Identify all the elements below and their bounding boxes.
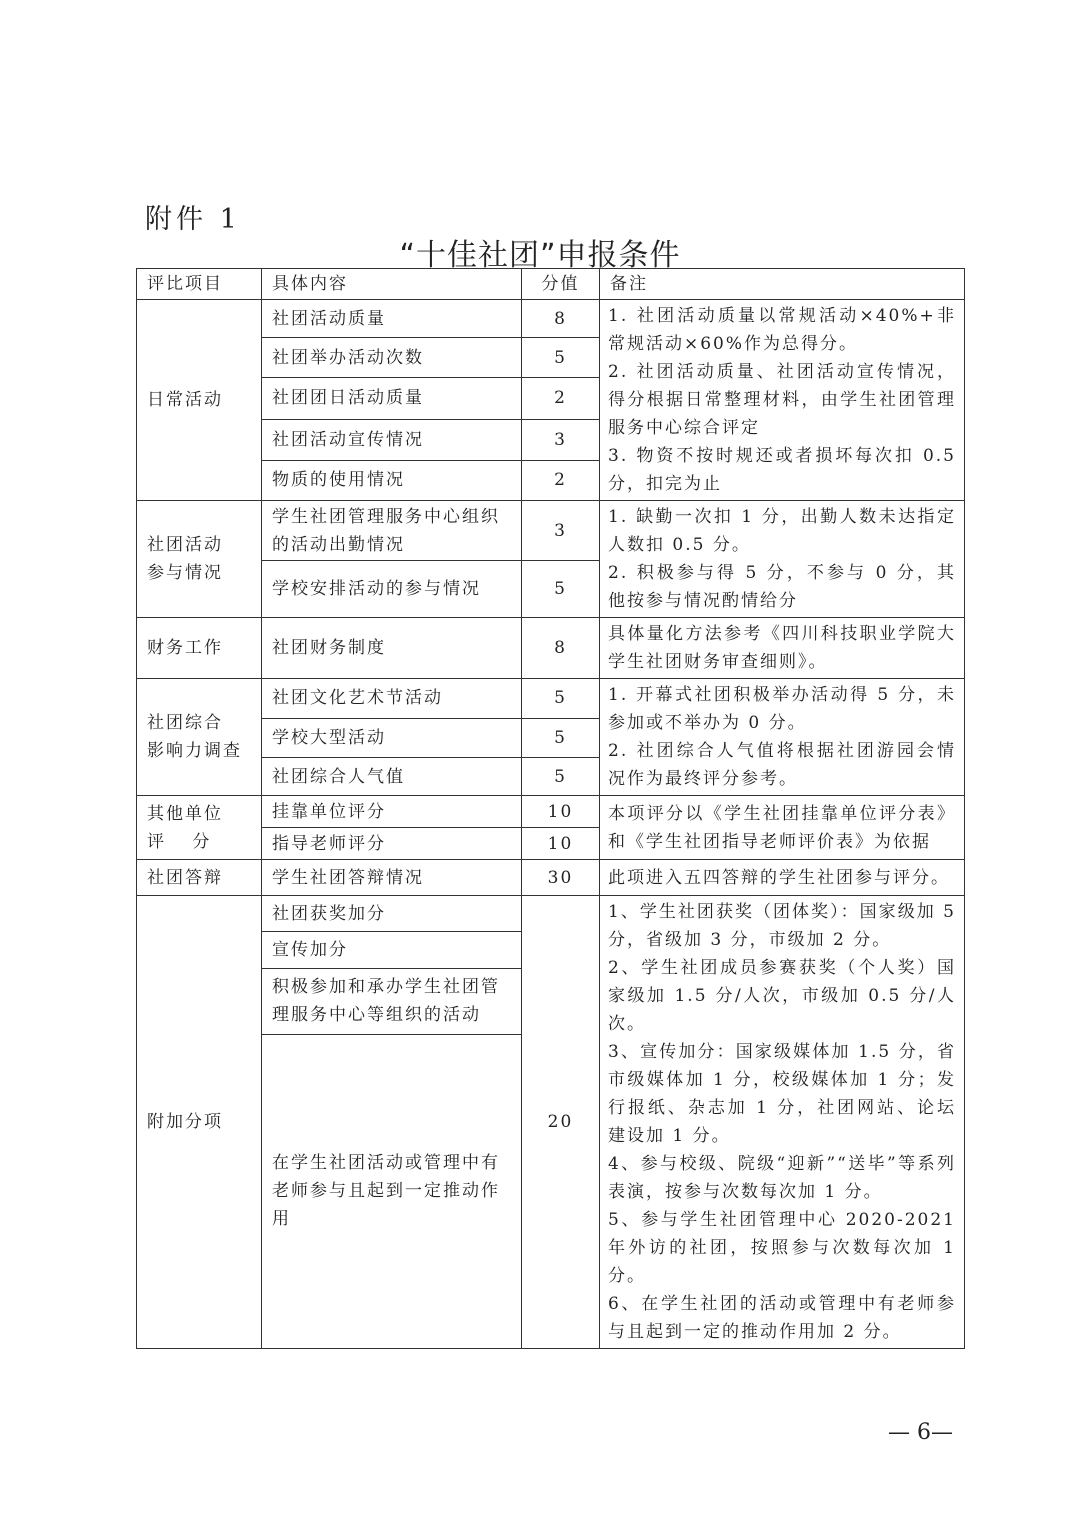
score-cell: 5 xyxy=(522,338,600,378)
content-cell: 学校大型活动 xyxy=(262,718,522,758)
score-cell: 3 xyxy=(522,501,600,561)
score-cell: 5 xyxy=(522,561,600,618)
content-cell: 指导老师评分 xyxy=(262,828,522,860)
category-cell: 日常活动 xyxy=(137,300,262,501)
content-cell: 社团财务制度 xyxy=(262,618,522,679)
score-cell: 5 xyxy=(522,718,600,758)
content-cell: 社团举办活动次数 xyxy=(262,338,522,378)
score-cell: 3 xyxy=(522,419,600,460)
notes-cell xyxy=(600,896,965,1349)
table-row xyxy=(137,300,965,338)
category-line: 参与情况 xyxy=(147,563,223,583)
note-line: 3. 物资不按时规还或者损坏每次扣 0.5 分，扣完为止 xyxy=(608,446,956,494)
category-line: 影响力调查 xyxy=(147,741,242,761)
score-cell: 2 xyxy=(522,378,600,419)
notes-cell xyxy=(600,860,965,896)
attachment-label: 附件 1 xyxy=(145,204,241,235)
note-line: 2. 积极参与得 5 分，不参与 0 分，其他按参与情况酌情给分 xyxy=(608,563,956,611)
table-row xyxy=(137,679,965,719)
category-line: 社团综合 xyxy=(147,713,223,733)
header-cell-content: 具体内容 xyxy=(262,269,522,300)
header-cell-score: 分值 xyxy=(522,269,600,300)
category-cell: 财务工作 xyxy=(137,618,262,679)
content-cell: 学生社团管理服务中心组织的活动出勤情况 xyxy=(262,501,522,561)
notes-cell xyxy=(600,796,965,860)
note-line: 2. 社团活动质量、社团活动宣传情况，得分根据日常整理材料，由学生社团管理服务中心综合评定 xyxy=(608,362,956,438)
score-cell: 10 xyxy=(522,828,600,860)
content-cell: 社团文化艺术节活动 xyxy=(262,679,522,719)
score-cell: 10 xyxy=(522,796,600,828)
score-cell: 30 xyxy=(522,860,600,896)
notes-cell xyxy=(600,618,965,679)
score-cell: 8 xyxy=(522,618,600,679)
header-cell-notes: 备注 xyxy=(600,269,965,300)
criteria-table xyxy=(136,268,965,1349)
content-cell: 社团获奖加分 xyxy=(262,896,522,932)
note-line: 具体量化方法参考《四川科技职业学院大学生社团财务审查细则》。 xyxy=(608,624,956,672)
category-cell: 社团答辩 xyxy=(137,860,262,896)
note-line: 2、学生社团成员参赛获奖（个人奖）国家级加 1.5 分/人次，市级加 0.5 分/人次。 xyxy=(608,958,956,1034)
content-cell: 物质的使用情况 xyxy=(262,460,522,500)
notes-cell xyxy=(600,679,965,796)
content-cell: 宣传加分 xyxy=(262,932,522,968)
score-cell: 8 xyxy=(522,300,600,338)
score-cell: 20 xyxy=(522,896,600,1349)
score-cell: 2 xyxy=(522,460,600,500)
note-line: 4、参与校级、院级“迎新”“送毕”等系列表演，按参与次数每次加 1 分。 xyxy=(608,1154,956,1202)
table-row xyxy=(137,896,965,932)
category-line: 社团活动 xyxy=(147,535,223,555)
content-cell: 社团团日活动质量 xyxy=(262,378,522,419)
content-cell: 积极参加和承办学生社团管理服务中心等组织的活动 xyxy=(262,968,522,1034)
category-cell: 附加分项 xyxy=(137,896,262,1349)
note-line: 6、在学生社团的活动或管理中有老师参与且起到一定的推动作用加 2 分。 xyxy=(608,1294,956,1342)
note-line: 5、参与学生社团管理中心 2020-2021 年外访的社团，按照参与次数每次加 1 分。 xyxy=(608,1210,956,1286)
table-row xyxy=(137,796,965,828)
score-cell: 5 xyxy=(522,758,600,796)
category-cell xyxy=(137,796,262,860)
note-line: 3、宣传加分：国家级媒体加 1.5 分，省市级媒体加 1 分，校级媒体加 1 分；发行报纸、杂志加 1 分，社团网站、论坛建设加 1 分。 xyxy=(608,1042,956,1146)
note-line: 1. 社团活动质量以常规活动×40%+非常规活动×60%作为总得分。 xyxy=(608,306,956,354)
score-cell: 5 xyxy=(522,679,600,719)
table-row xyxy=(137,501,965,561)
note-line: 1. 开幕式社团积极举办活动得 5 分，未参加或不举办为 0 分。 xyxy=(608,685,956,733)
content-cell: 社团活动质量 xyxy=(262,300,522,338)
category-line: 其他单位 xyxy=(147,803,223,824)
note-line: 此项进入五四答辩的学生社团参与评分。 xyxy=(608,867,950,888)
category-cell xyxy=(137,679,262,796)
content-cell: 在学生社团活动或管理中有老师参与且起到一定推动作用 xyxy=(262,1034,522,1348)
content-cell: 学生社团答辩情况 xyxy=(262,860,522,896)
page-number: — 6— xyxy=(888,1420,953,1445)
document-title: “十佳社团”申报条件 xyxy=(399,238,681,273)
content-cell: 社团活动宣传情况 xyxy=(262,419,522,460)
note-line: 1、学生社团获奖（团体奖）：国家级加 5 分，省级加 3 分，市级加 2 分。 xyxy=(608,902,956,950)
content-cell: 学校安排活动的参与情况 xyxy=(262,561,522,618)
notes-cell xyxy=(600,300,965,501)
notes-cell xyxy=(600,501,965,618)
table-row xyxy=(137,618,965,679)
table-header-row xyxy=(137,269,965,300)
note-line: 2. 社团综合人气值将根据社团游园会情况作为最终评分参考。 xyxy=(608,741,956,789)
note-line: 本项评分以《学生社团挂靠单位评分表》和《学生社团指导老师评价表》为依据 xyxy=(608,803,956,852)
note-line: 1. 缺勤一次扣 1 分，出勤人数未达指定人数扣 0.5 分。 xyxy=(608,507,956,555)
category-line: 评 分 xyxy=(147,831,212,852)
category-cell xyxy=(137,501,262,618)
content-cell: 挂靠单位评分 xyxy=(262,796,522,828)
table-row xyxy=(137,860,965,896)
content-cell: 社团综合人气值 xyxy=(262,758,522,796)
header-cell-category: 评比项目 xyxy=(137,269,262,300)
